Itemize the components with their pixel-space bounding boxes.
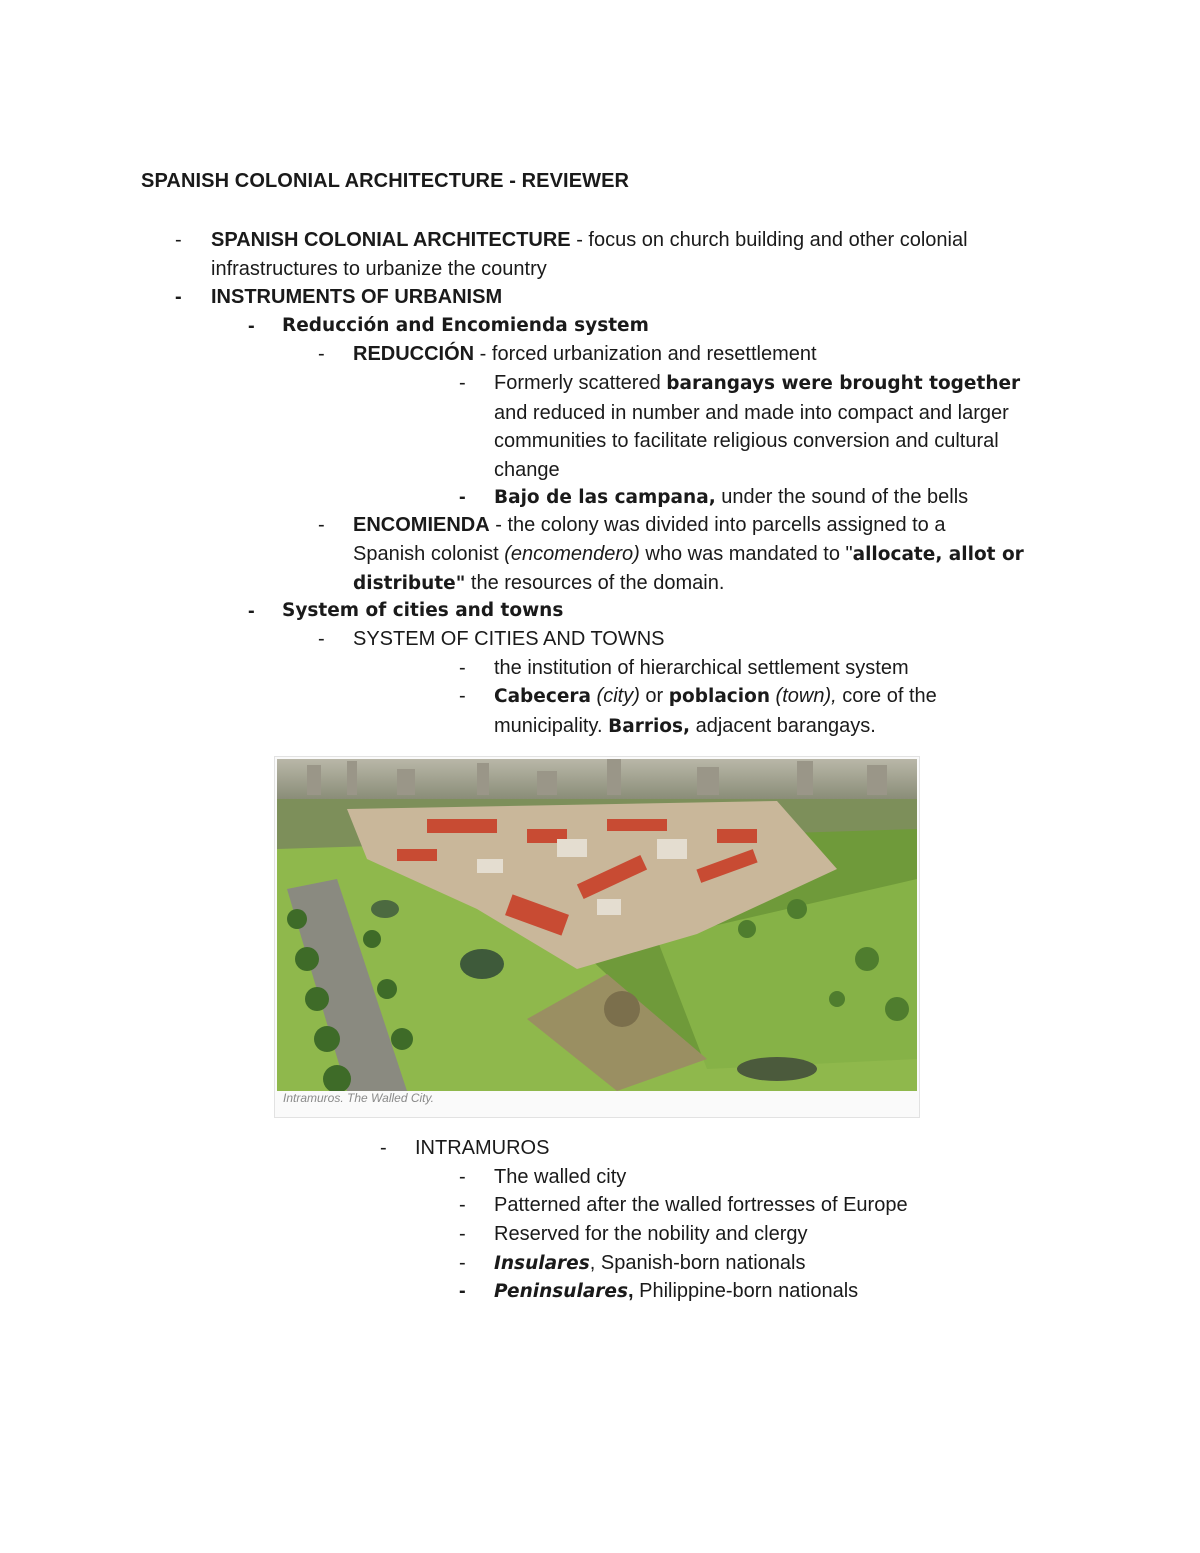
- aerial-photo-illustration: [277, 759, 917, 1091]
- text-segment: the resources of the domain.: [465, 572, 725, 594]
- list-item-spanish-colonial-architecture: [175, 226, 968, 283]
- text-line: and reduced in number and made into compact and larger: [494, 401, 1009, 424]
- bold-phrase: distribute": [353, 573, 466, 594]
- bullet-dash: -: [318, 514, 325, 536]
- term-reduccion: REDUCCIÓN: [353, 343, 475, 365]
- list-item-reduccion: [318, 340, 817, 369]
- term-spanish-colonial-architecture: SPANISH COLONIAL ARCHITECTURE: [211, 229, 571, 251]
- definition-continuation: infrastructures to urbanize the country: [211, 257, 547, 280]
- list-item-bajo-de-las-campana: [459, 483, 968, 513]
- italic-term: (encomendero): [504, 542, 640, 565]
- bullet-dash: -: [459, 1223, 466, 1245]
- text-segment: who was mandated to ": [639, 542, 853, 565]
- comma: ,: [627, 1280, 634, 1302]
- text-line: Patterned after the walled fortresses of Europe: [494, 1194, 908, 1216]
- bullet-dash: -: [175, 229, 182, 251]
- text-line: Reserved for the nobility and clergy: [494, 1223, 808, 1245]
- bullet-dash: -: [248, 315, 255, 337]
- bold-phrase: barangays were brought together: [666, 373, 1021, 394]
- bold-italic-peninsulares: Peninsulares: [494, 1281, 628, 1302]
- bold-italic-insulares: Insulares: [494, 1253, 590, 1274]
- bullet-dash: -: [459, 657, 466, 679]
- text-line: communities to facilitate religious conversion and cultural: [494, 430, 999, 452]
- list-item-system-of-cities-and-towns: [248, 597, 563, 626]
- reduccion-definition: - forced urbanization and resettlement: [474, 343, 817, 365]
- text-line: The walled city: [494, 1166, 627, 1188]
- bold-term-barrios: Barrios,: [608, 715, 691, 737]
- italic-city: (city): [590, 685, 640, 707]
- italic-town: (town),: [770, 685, 837, 707]
- list-item-cities-heading: [318, 625, 665, 654]
- list-item-reserved-nobility: [459, 1220, 808, 1249]
- text-segment: Spanish colonist: [353, 542, 505, 565]
- bullet-dash: -: [459, 1194, 466, 1216]
- text-segment: or: [639, 685, 669, 707]
- list-item-reduccion-encomienda-system: [248, 312, 649, 341]
- text-segment: municipality.: [494, 714, 609, 737]
- list-item-instruments-of-urbanism: [175, 283, 502, 312]
- term-system-of-cities-and-towns: System of cities and towns: [282, 600, 564, 621]
- bullet-dash: -: [459, 372, 466, 394]
- bullet-dash: -: [175, 286, 182, 308]
- text-segment: under the sound of the bells: [715, 486, 969, 508]
- bold-phrase: Bajo de las campana,: [494, 487, 716, 508]
- term-reduccion-encomienda-system: Reducción and Encomienda system: [282, 315, 649, 336]
- term-instruments-of-urbanism: INSTRUMENTS OF URBANISM: [211, 286, 503, 308]
- text-segment: Formerly scattered: [494, 372, 667, 394]
- bullet-dash: -: [459, 486, 466, 508]
- bold-term-poblacion: poblacion: [668, 686, 770, 707]
- list-item-peninsulares: [459, 1277, 858, 1307]
- text-segment: core of the: [836, 685, 937, 707]
- intramuros-heading: INTRAMUROS: [415, 1137, 550, 1159]
- list-item-formerly-scattered: [459, 369, 1020, 484]
- bullet-dash: -: [380, 1137, 387, 1159]
- text-segment: , Spanish-born nationals: [589, 1252, 806, 1274]
- bullet-dash: -: [248, 600, 255, 622]
- bullet-dash: -: [318, 343, 325, 365]
- list-item-walled-city: [459, 1163, 626, 1192]
- text-segment: Philippine-born nationals: [633, 1280, 859, 1302]
- term-encomienda: ENCOMIENDA: [353, 514, 490, 536]
- text-line: change: [494, 458, 560, 481]
- bullet-dash: -: [459, 1252, 466, 1274]
- bold-phrase: allocate, allot or: [852, 543, 1024, 565]
- text-segment: adjacent barangays.: [690, 714, 876, 737]
- list-item-insulares: [459, 1249, 805, 1279]
- bullet-dash: -: [459, 1280, 466, 1302]
- list-item-cabecera-poblacion: [459, 682, 937, 741]
- list-item-hierarchical-settlement: [459, 654, 909, 683]
- intramuros-aerial-photo: [274, 756, 920, 1118]
- bullet-dash: -: [318, 628, 325, 650]
- text-line: the institution of hierarchical settlement system: [494, 657, 909, 679]
- list-item-patterned-after: [459, 1191, 908, 1220]
- list-item-encomienda: [318, 511, 1024, 599]
- bullet-dash: -: [459, 685, 466, 707]
- page-title: SPANISH COLONIAL ARCHITECTURE - REVIEWER: [141, 170, 630, 192]
- bold-term-cabecera: Cabecera: [494, 686, 591, 707]
- cities-heading: SYSTEM OF CITIES AND TOWNS: [353, 628, 665, 650]
- figure-caption: Intramuros. The Walled City.: [283, 1091, 434, 1105]
- bullet-dash: -: [459, 1166, 466, 1188]
- text-segment: - the colony was divided into parcells assigned to a: [489, 514, 946, 536]
- definition-text: - focus on church building and other colonial: [570, 229, 968, 251]
- list-item-intramuros: [380, 1134, 549, 1163]
